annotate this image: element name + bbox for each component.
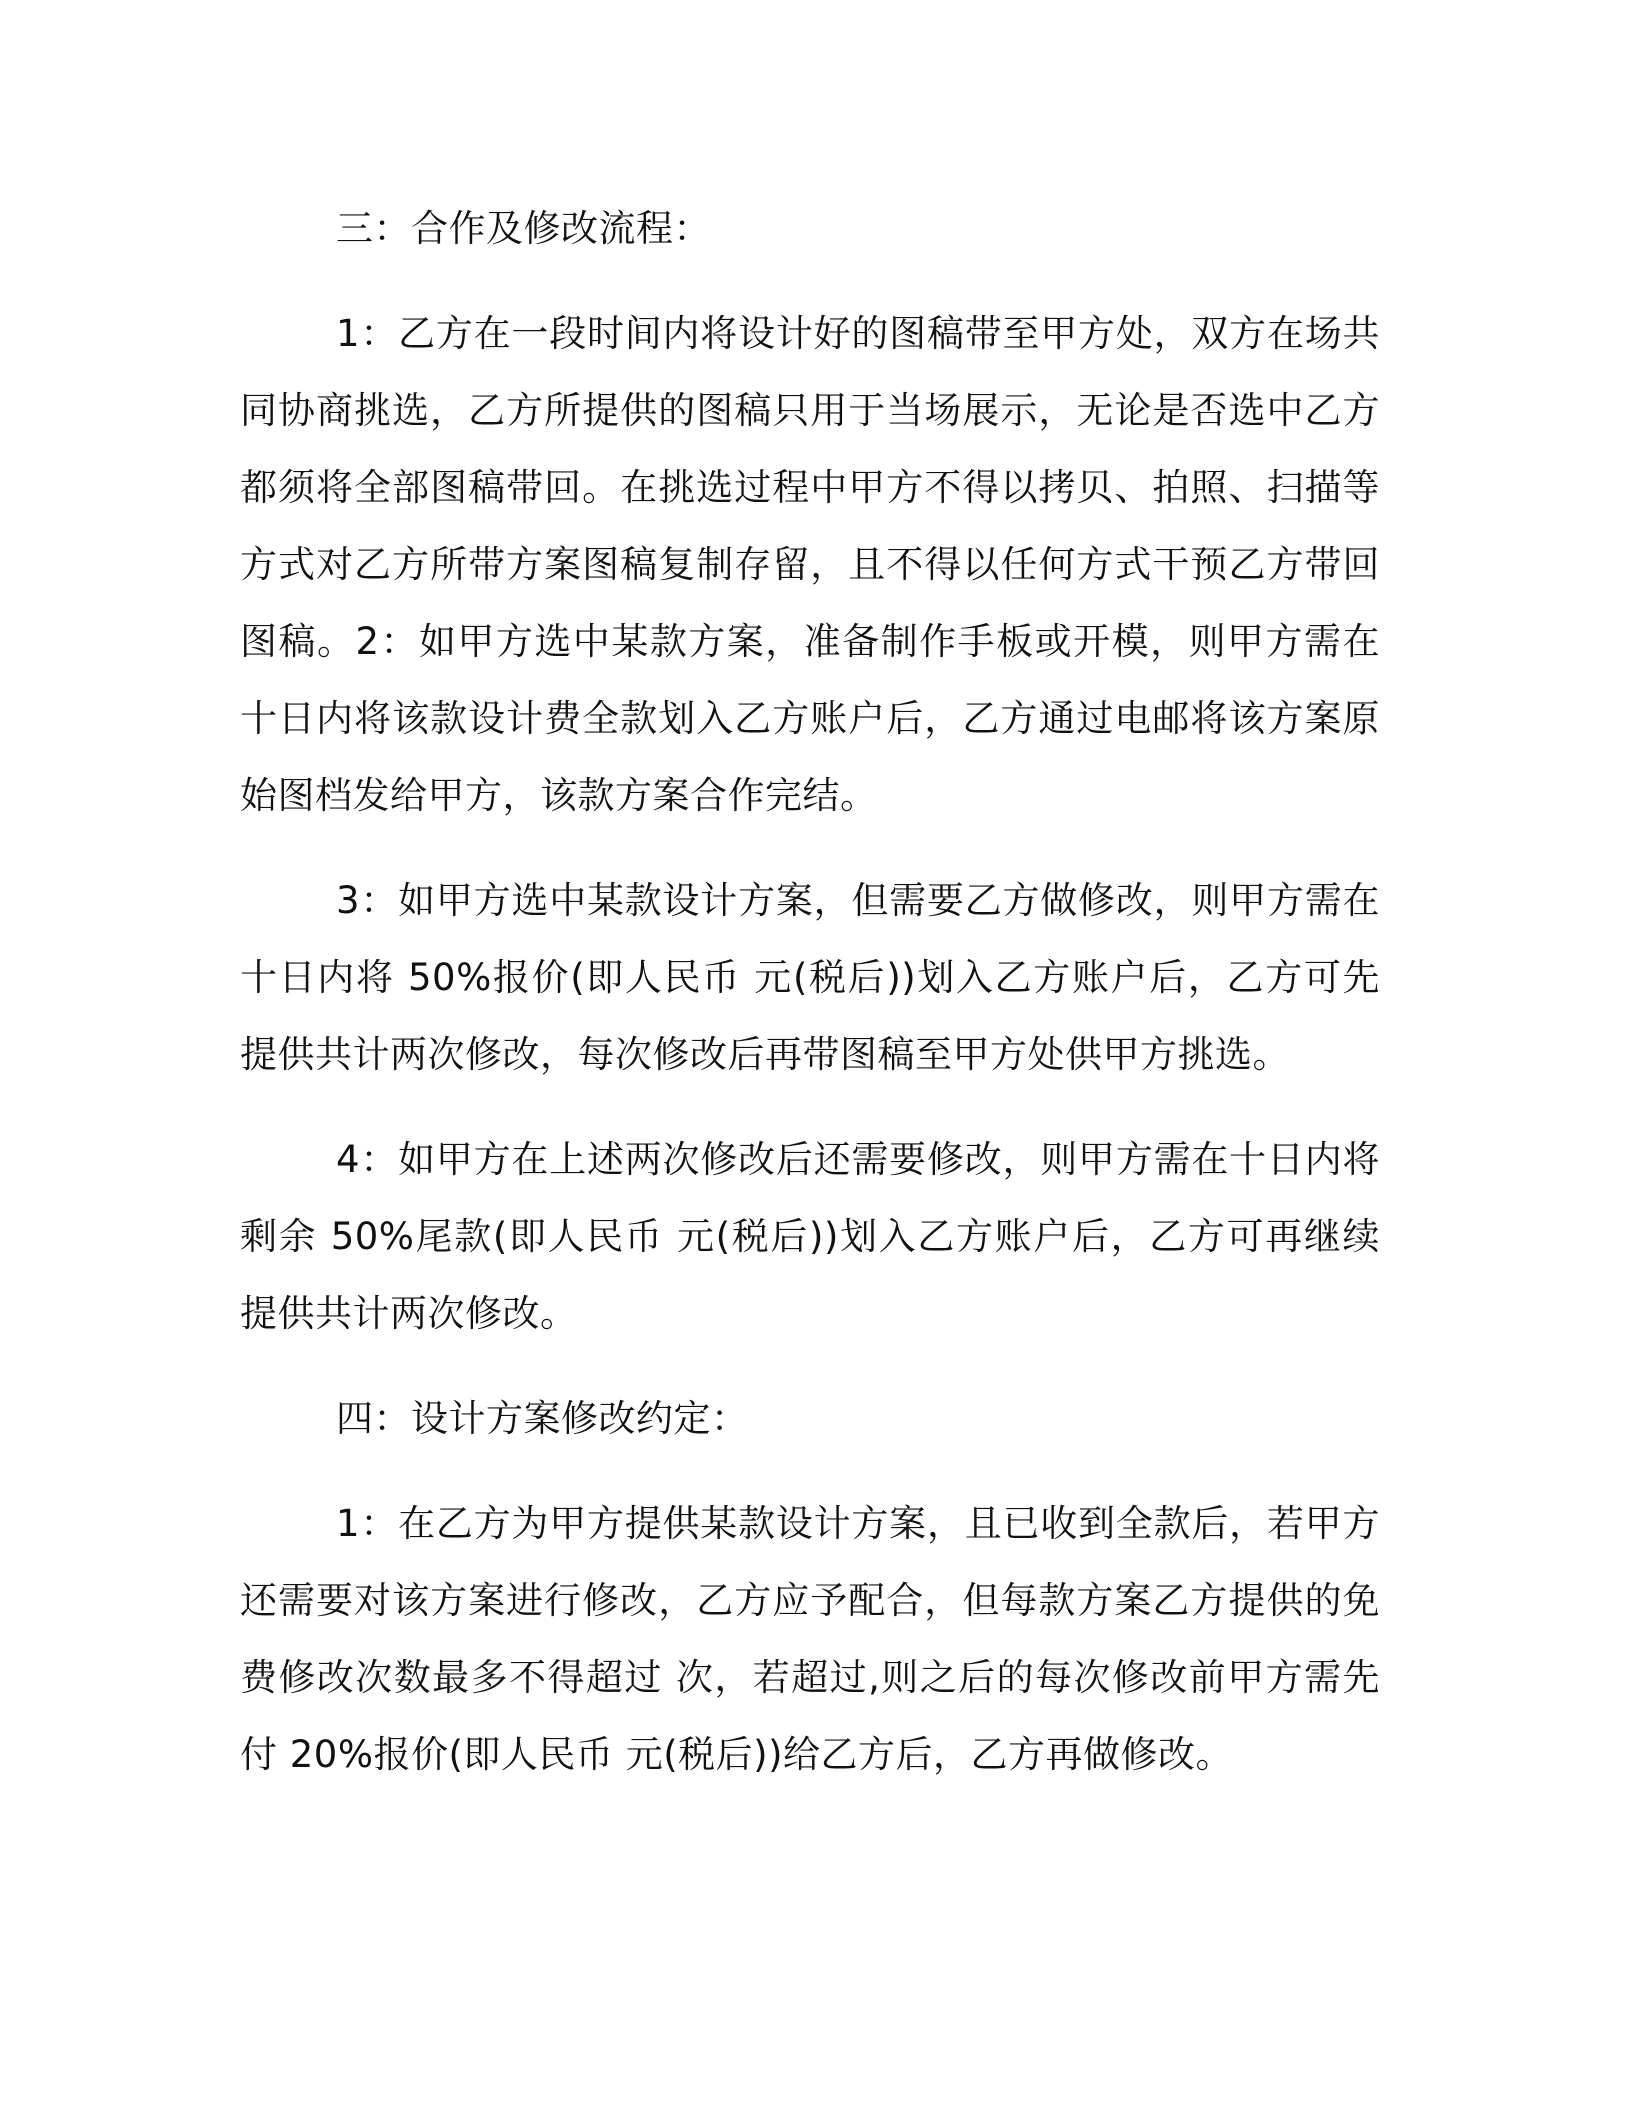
paragraph-clause-3: 3：如甲方选中某款设计方案，但需要乙方做修改，则甲方需在十日内将 50%报价(即人民币 元(税后))划入乙方账户后，乙方可先提供共计两次修改，每次修改后再带图稿至甲方处供甲方挑选。 <box>240 879 1380 1076</box>
paragraph-clause-1-2: 1：乙方在一段时间内将设计好的图稿带至甲方处，双方在场共同协商挑选，乙方所提供的图稿只用于当场展示，无论是否选中乙方都须将全部图稿带回。在挑选过程中甲方不得以拷贝、拍照、扫描等方式对乙方所带方案图稿复制存留，且不得以任何方式干预乙方带回图稿。2：如甲方选中某款方案，准备制作手板或开模，则甲方需在十日内将该款设计费全款划入乙方账户后，乙方通过电邮将该方案原始图档发给甲方，该款方案合作完结。 <box>240 312 1380 817</box>
paragraph-modification-clause-1: 1：在乙方为甲方提供某款设计方案，且已收到全款后，若甲方还需要对该方案进行修改，乙方应予配合，但每款方案乙方提供的免费修改次数最多不得超过 次，若超过,则之后的每次修改前甲方需先付 20%报价(即人民币 元(税后))给乙方后，乙方再做修改。 <box>240 1502 1380 1776</box>
paragraph-clause-4: 4：如甲方在上述两次修改后还需要修改，则甲方需在十日内将剩余 50%尾款(即人民币 元(税后))划入乙方账户后，乙方可再继续提供共计两次修改。 <box>240 1138 1380 1335</box>
section-heading-cooperation: 三：合作及修改流程： <box>336 207 711 250</box>
document-body <box>240 190 1380 1821</box>
section-heading-modification: 四：设计方案修改约定： <box>336 1397 749 1440</box>
